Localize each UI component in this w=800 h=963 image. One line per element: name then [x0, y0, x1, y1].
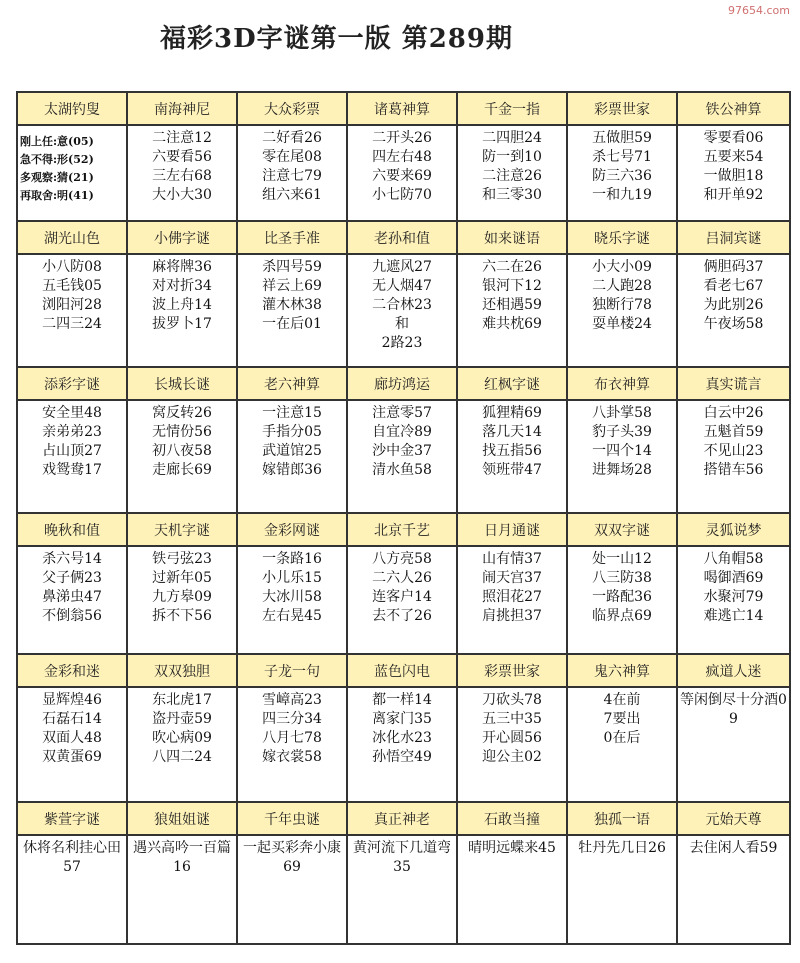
- riddle-cell: [18, 93, 128, 222]
- cell-header: 布衣神算: [568, 368, 676, 401]
- cell-header: 如来谜语: [458, 222, 566, 255]
- riddle-cell: [128, 655, 238, 803]
- cell-body: [238, 255, 346, 366]
- cell-body: [348, 255, 456, 366]
- riddle-line: 波上舟14: [152, 297, 212, 313]
- riddle-line: 杀七号71: [592, 149, 652, 165]
- riddle-line: 牡丹先几日26: [578, 840, 666, 856]
- riddle-line: 迎公主02: [482, 749, 542, 765]
- riddle-cell: [18, 222, 128, 368]
- riddle-line: 铁弓弦23: [152, 551, 212, 567]
- riddle-line: 八三防38: [592, 570, 652, 586]
- cell-header: 晚秋和值: [18, 514, 126, 547]
- riddle-line: 找五指56: [482, 443, 542, 459]
- cell-body: [458, 836, 566, 943]
- riddle-line: 开心圆56: [482, 730, 542, 746]
- riddle-line: 对对折34: [152, 278, 212, 294]
- riddle-line: 手指分05: [262, 424, 322, 440]
- riddle-cell: [238, 93, 348, 222]
- riddle-line: 四左右48: [372, 149, 432, 165]
- riddle-cell: [238, 803, 348, 945]
- riddle-line: 一在后01: [262, 316, 322, 332]
- riddle-cell: [568, 368, 678, 514]
- cell-header: 老孙和值: [348, 222, 456, 255]
- riddle-line: 二开头26: [372, 130, 432, 146]
- riddle-line: 六要看56: [152, 149, 212, 165]
- riddle-line: 东北虎17: [152, 692, 212, 708]
- riddle-line: 拔罗卜17: [152, 316, 212, 332]
- riddle-line: 嫁错郎36: [262, 462, 322, 478]
- riddle-cell: [348, 655, 458, 803]
- site-watermark: 97654.com: [728, 4, 790, 17]
- cell-body: [238, 126, 346, 220]
- riddle-line: 二人跑28: [592, 278, 652, 294]
- cell-header: 吕洞宾谜: [678, 222, 789, 255]
- riddle-line: 处一山12: [592, 551, 652, 567]
- riddle-cell: [348, 93, 458, 222]
- riddle-line: 双面人48: [42, 730, 102, 746]
- riddle-cell: [238, 514, 348, 655]
- cell-header: 双双字谜: [568, 514, 676, 547]
- cell-body: [458, 688, 566, 801]
- riddle-cell: [238, 655, 348, 803]
- cell-header: 真实谎言: [678, 368, 789, 401]
- riddle-cell: [348, 368, 458, 514]
- riddle-line: 五做胆59: [592, 130, 652, 146]
- riddle-line: 都一样14: [372, 692, 432, 708]
- riddle-line: 二好看26: [262, 130, 322, 146]
- riddle-line: 防三六36: [592, 168, 652, 184]
- riddle-line: 和开单92: [703, 187, 764, 203]
- riddle-line: 祥云上69: [262, 278, 322, 294]
- riddle-line: 豹子头39: [592, 424, 652, 440]
- cell-header: 南海神尼: [128, 93, 236, 126]
- riddle-line: 五三中35: [482, 711, 542, 727]
- cell-body: [678, 126, 789, 220]
- riddle-cell: [568, 655, 678, 803]
- riddle-line: 二六人26: [372, 570, 432, 586]
- riddle-cell: [348, 222, 458, 368]
- riddle-line: 六要来69: [372, 168, 432, 184]
- cell-body: [568, 255, 676, 366]
- riddle-cell: [458, 93, 568, 222]
- riddle-line: 冰化水23: [372, 730, 432, 746]
- riddle-line: 二注意26: [482, 168, 542, 184]
- cell-body: [238, 836, 346, 943]
- cell-body: [128, 836, 236, 943]
- riddle-line: 还相遇59: [482, 297, 542, 313]
- riddle-line: 灌木林38: [262, 297, 322, 313]
- riddle-line: 亲弟弟23: [42, 424, 102, 440]
- grid-row: [18, 222, 791, 368]
- riddle-line: 自宜冷89: [372, 424, 432, 440]
- riddle-cell: [568, 803, 678, 945]
- riddle-line: 难共枕69: [482, 316, 542, 332]
- riddle-cell: [18, 368, 128, 514]
- riddle-line: 0在后: [603, 730, 641, 746]
- riddle-line: 安全里48: [42, 405, 102, 421]
- riddle-line: 一和九19: [592, 187, 652, 203]
- riddle-cell: [678, 803, 791, 945]
- cell-header: 诸葛神算: [348, 93, 456, 126]
- riddle-cell: [568, 222, 678, 368]
- riddle-line: 窝反转26: [152, 405, 212, 421]
- riddle-line: 一起买彩奔小康69: [243, 840, 341, 875]
- cell-header: 铁公神算: [678, 93, 789, 126]
- riddle-line: 初八夜58: [152, 443, 212, 459]
- riddle-cell: [678, 655, 791, 803]
- riddle-line: 离家门35: [372, 711, 432, 727]
- riddle-line: 进舞场28: [592, 462, 652, 478]
- riddle-line: 无人烟47: [372, 278, 432, 294]
- riddle-line: 左右晃45: [262, 608, 322, 624]
- cell-header: 湖光山色: [18, 222, 126, 255]
- riddle-line: 嫁衣裳58: [262, 749, 322, 765]
- riddle-line: 一做胆18: [703, 168, 764, 184]
- riddle-line: 一注意15: [262, 405, 322, 421]
- cell-body: [128, 255, 236, 366]
- cell-header: 金彩和迷: [18, 655, 126, 688]
- riddle-line: 孙悟空49: [372, 749, 432, 765]
- riddle-line: 落几天14: [482, 424, 542, 440]
- cell-header: 彩票世家: [458, 655, 566, 688]
- cell-header: 灵狐说梦: [678, 514, 789, 547]
- riddle-line: 晴明远蝶来45: [468, 840, 556, 856]
- cell-body: [128, 401, 236, 512]
- cell-body: [238, 547, 346, 653]
- riddle-line: 拆不下56: [152, 608, 212, 624]
- riddle-cell: [678, 368, 791, 514]
- cell-body: [348, 688, 456, 801]
- cell-header: 疯道人迷: [678, 655, 789, 688]
- riddle-line: 看老七67: [703, 278, 764, 294]
- riddle-line: 黄河流下几道弯35: [353, 840, 451, 875]
- riddle-cell: [348, 514, 458, 655]
- riddle-line: 浏阳河28: [42, 297, 102, 313]
- riddle-line: 八角帽58: [703, 551, 764, 567]
- riddle-cell: [458, 655, 568, 803]
- cell-body: [678, 401, 789, 512]
- riddle-cell: [128, 514, 238, 655]
- riddle-line: 鼻涕虫47: [42, 589, 102, 605]
- riddle-line: 不见山23: [703, 443, 764, 459]
- riddle-line: 杀四号59: [262, 259, 322, 275]
- riddle-line: 搭错车56: [703, 462, 764, 478]
- cell-header: 北京千艺: [348, 514, 456, 547]
- riddle-line: 双黄蛋69: [42, 749, 102, 765]
- riddle-line: 领班带47: [482, 462, 542, 478]
- riddle-line: 喝御酒69: [703, 570, 764, 586]
- riddle-line: 独断行78: [592, 297, 652, 313]
- riddle-line: 临界点69: [592, 608, 652, 624]
- riddle-line: 九遮风27: [372, 259, 432, 275]
- riddle-line: 五毛钱05: [42, 278, 102, 294]
- cell-body: [18, 255, 126, 366]
- riddle-line: 二四三24: [42, 316, 102, 332]
- riddle-line: 闹天宫37: [482, 570, 542, 586]
- riddle-line: 注意零57: [372, 405, 432, 421]
- cell-header: 鬼六神算: [568, 655, 676, 688]
- riddle-cell: [458, 803, 568, 945]
- riddle-line: 三左右68: [152, 168, 212, 184]
- cell-body: [678, 547, 789, 653]
- cell-body: [458, 547, 566, 653]
- riddle-line: 武道馆25: [262, 443, 322, 459]
- riddle-line: 五魁首59: [703, 424, 764, 440]
- riddle-line: 连客户14: [372, 589, 432, 605]
- cell-body: [348, 547, 456, 653]
- cell-body: [348, 836, 456, 943]
- riddle-line: 零在尾08: [262, 149, 322, 165]
- riddle-cell: [458, 222, 568, 368]
- grid-row: [18, 655, 791, 803]
- riddle-line: 八四二24: [152, 749, 212, 765]
- riddle-cell: [128, 368, 238, 514]
- cell-header: 独孤一语: [568, 803, 676, 836]
- grid-row: [18, 803, 791, 945]
- cell-body: [678, 836, 789, 943]
- riddle-line: 狐狸精69: [482, 405, 542, 421]
- cell-header: 晓乐字谜: [568, 222, 676, 255]
- riddle-line: 多观察:猜(21): [20, 171, 94, 184]
- cell-body: [18, 547, 126, 653]
- riddle-line: 和: [395, 316, 409, 332]
- riddle-line: 午夜场58: [703, 316, 764, 332]
- riddle-line: 组六来61: [262, 187, 322, 203]
- riddle-line: 沙中金37: [372, 443, 432, 459]
- riddle-cell: [568, 514, 678, 655]
- cell-header: 日月通谜: [458, 514, 566, 547]
- riddle-line: 零要看06: [703, 130, 764, 146]
- riddle-line: 俩胆码37: [703, 259, 764, 275]
- riddle-line: 为此别26: [703, 297, 764, 313]
- cell-body: [18, 401, 126, 512]
- riddle-line: 八卦掌58: [592, 405, 652, 421]
- cell-header: 千年虫谜: [238, 803, 346, 836]
- riddle-cell: [238, 368, 348, 514]
- cell-header: 彩票世家: [568, 93, 676, 126]
- cell-header: 长城长谜: [128, 368, 236, 401]
- riddle-line: 2路23: [381, 335, 423, 351]
- riddle-cell: [238, 222, 348, 368]
- cell-header: 子龙一句: [238, 655, 346, 688]
- riddle-line: 四三分34: [262, 711, 322, 727]
- riddle-line: 水聚河79: [703, 589, 764, 605]
- riddle-line: 遇兴高吟一百篇16: [133, 840, 231, 875]
- riddle-line: 休将名利挂心田57: [23, 840, 121, 875]
- riddle-line: 九方皋09: [152, 589, 212, 605]
- riddle-line: 无情份56: [152, 424, 212, 440]
- riddle-line: 六二在26: [482, 259, 542, 275]
- riddle-line: 照泪花27: [482, 589, 542, 605]
- cell-body: [458, 126, 566, 220]
- cell-body: [18, 836, 126, 943]
- riddle-cell: [18, 803, 128, 945]
- riddle-line: 大小大30: [152, 187, 212, 203]
- cell-header: 大众彩票: [238, 93, 346, 126]
- riddle-cell: [128, 93, 238, 222]
- cell-body: [568, 688, 676, 801]
- riddle-line: 石磊石14: [42, 711, 102, 727]
- cell-header: 石敢当撞: [458, 803, 566, 836]
- riddle-line: 占山顶27: [42, 443, 102, 459]
- riddle-line: 刀砍头78: [482, 692, 542, 708]
- riddle-line: 盗丹壶59: [152, 711, 212, 727]
- cell-header: 蓝色闪电: [348, 655, 456, 688]
- riddle-line: 一路配36: [592, 589, 652, 605]
- riddle-line: 麻将牌36: [152, 259, 212, 275]
- riddle-cell: [568, 93, 678, 222]
- grid-row: [18, 93, 791, 222]
- riddle-line: 刚上任:意(05): [20, 135, 94, 148]
- riddle-line: 清水鱼58: [372, 462, 432, 478]
- cell-header: 狼姐姐谜: [128, 803, 236, 836]
- riddle-line: 吹心病09: [152, 730, 212, 746]
- riddle-cell: [458, 368, 568, 514]
- riddle-line: 一四个14: [592, 443, 652, 459]
- riddle-line: 八月七78: [262, 730, 322, 746]
- riddle-line: 一条路16: [262, 551, 322, 567]
- riddle-line: 小八防08: [42, 259, 102, 275]
- riddle-line: 小七防70: [372, 187, 432, 203]
- cell-body: [568, 401, 676, 512]
- riddle-line: 雪嶂高23: [262, 692, 322, 708]
- cell-body: [238, 688, 346, 801]
- cell-header: 太湖钓叟: [18, 93, 126, 126]
- riddle-line: 等闲倒尽十分酒09: [680, 692, 787, 727]
- cell-body: [568, 836, 676, 943]
- cell-body: [458, 401, 566, 512]
- riddle-line: 和三零30: [482, 187, 542, 203]
- riddle-line: 去住闲人看59: [689, 840, 778, 856]
- riddle-line: 肩挑担37: [482, 608, 542, 624]
- riddle-line: 注意七79: [262, 168, 322, 184]
- riddle-cell: [348, 803, 458, 945]
- riddle-cell: [128, 222, 238, 368]
- cell-body: [18, 688, 126, 801]
- cell-header: 双双独胆: [128, 655, 236, 688]
- riddle-cell: [18, 514, 128, 655]
- grid-row: [18, 368, 791, 514]
- riddle-line: 不倒翁56: [42, 608, 102, 624]
- riddle-cell: [678, 222, 791, 368]
- cell-header: 天机字谜: [128, 514, 236, 547]
- riddle-line: 显辉煌46: [42, 692, 102, 708]
- riddle-line: 小儿乐15: [262, 570, 322, 586]
- cell-body: [348, 126, 456, 220]
- riddle-line: 耍单楼24: [592, 316, 652, 332]
- riddle-cell: [678, 93, 791, 222]
- riddle-cell: [128, 803, 238, 945]
- cell-body: [458, 255, 566, 366]
- cell-body: [568, 547, 676, 653]
- page-title: 福彩3D字谜第一版 第289期: [160, 24, 513, 54]
- cell-header: 廊坊鸿运: [348, 368, 456, 401]
- riddle-line: 山有情37: [482, 551, 542, 567]
- riddle-line: 4在前: [603, 692, 641, 708]
- riddle-line: 杀六号14: [42, 551, 102, 567]
- riddle-cell: [458, 514, 568, 655]
- riddle-line: 再取舍:明(41): [20, 189, 94, 202]
- riddle-line: 走廊长69: [152, 462, 212, 478]
- cell-header: 老六神算: [238, 368, 346, 401]
- cell-header: 真正神老: [348, 803, 456, 836]
- cell-header: 紫萱字谜: [18, 803, 126, 836]
- cell-header: 红枫字谜: [458, 368, 566, 401]
- cell-body: [568, 126, 676, 220]
- riddle-line: 戏鸳鸯17: [42, 462, 102, 478]
- riddle-line: 大冰川58: [262, 589, 322, 605]
- riddle-line: 过新年05: [152, 570, 212, 586]
- cell-body: [348, 401, 456, 512]
- riddle-line: 7要出: [603, 711, 641, 727]
- cell-header: 金彩网谜: [238, 514, 346, 547]
- cell-body: [678, 255, 789, 366]
- riddle-cell: [678, 514, 791, 655]
- cell-header: 小佛字谜: [128, 222, 236, 255]
- cell-header: 千金一指: [458, 93, 566, 126]
- cell-body: [128, 126, 236, 220]
- riddle-line: 二合林23: [372, 297, 432, 313]
- riddle-line: 银河下12: [482, 278, 542, 294]
- riddle-line: 父子俩23: [42, 570, 102, 586]
- riddle-line: 小大小09: [592, 259, 652, 275]
- cell-header: 元始天尊: [678, 803, 789, 836]
- riddle-line: 五要来54: [703, 149, 764, 165]
- riddle-line: 去不了26: [372, 608, 432, 624]
- riddle-cell: [18, 655, 128, 803]
- riddle-line: 难逃亡14: [703, 608, 764, 624]
- riddle-line: 二四胆24: [482, 130, 542, 146]
- cell-body: [678, 688, 789, 801]
- riddle-line: 八方亮58: [372, 551, 432, 567]
- cell-body: [18, 126, 126, 220]
- cell-body: [128, 688, 236, 801]
- riddle-line: 白云中26: [703, 405, 764, 421]
- riddle-grid: [16, 91, 791, 945]
- cell-body: [128, 547, 236, 653]
- grid-row: [18, 514, 791, 655]
- riddle-line: 二注意12: [152, 130, 212, 146]
- cell-body: [238, 401, 346, 512]
- cell-header: 比圣手准: [238, 222, 346, 255]
- riddle-line: 防一到10: [482, 149, 542, 165]
- cell-header: 添彩字谜: [18, 368, 126, 401]
- riddle-line: 急不得:形(52): [20, 153, 94, 166]
